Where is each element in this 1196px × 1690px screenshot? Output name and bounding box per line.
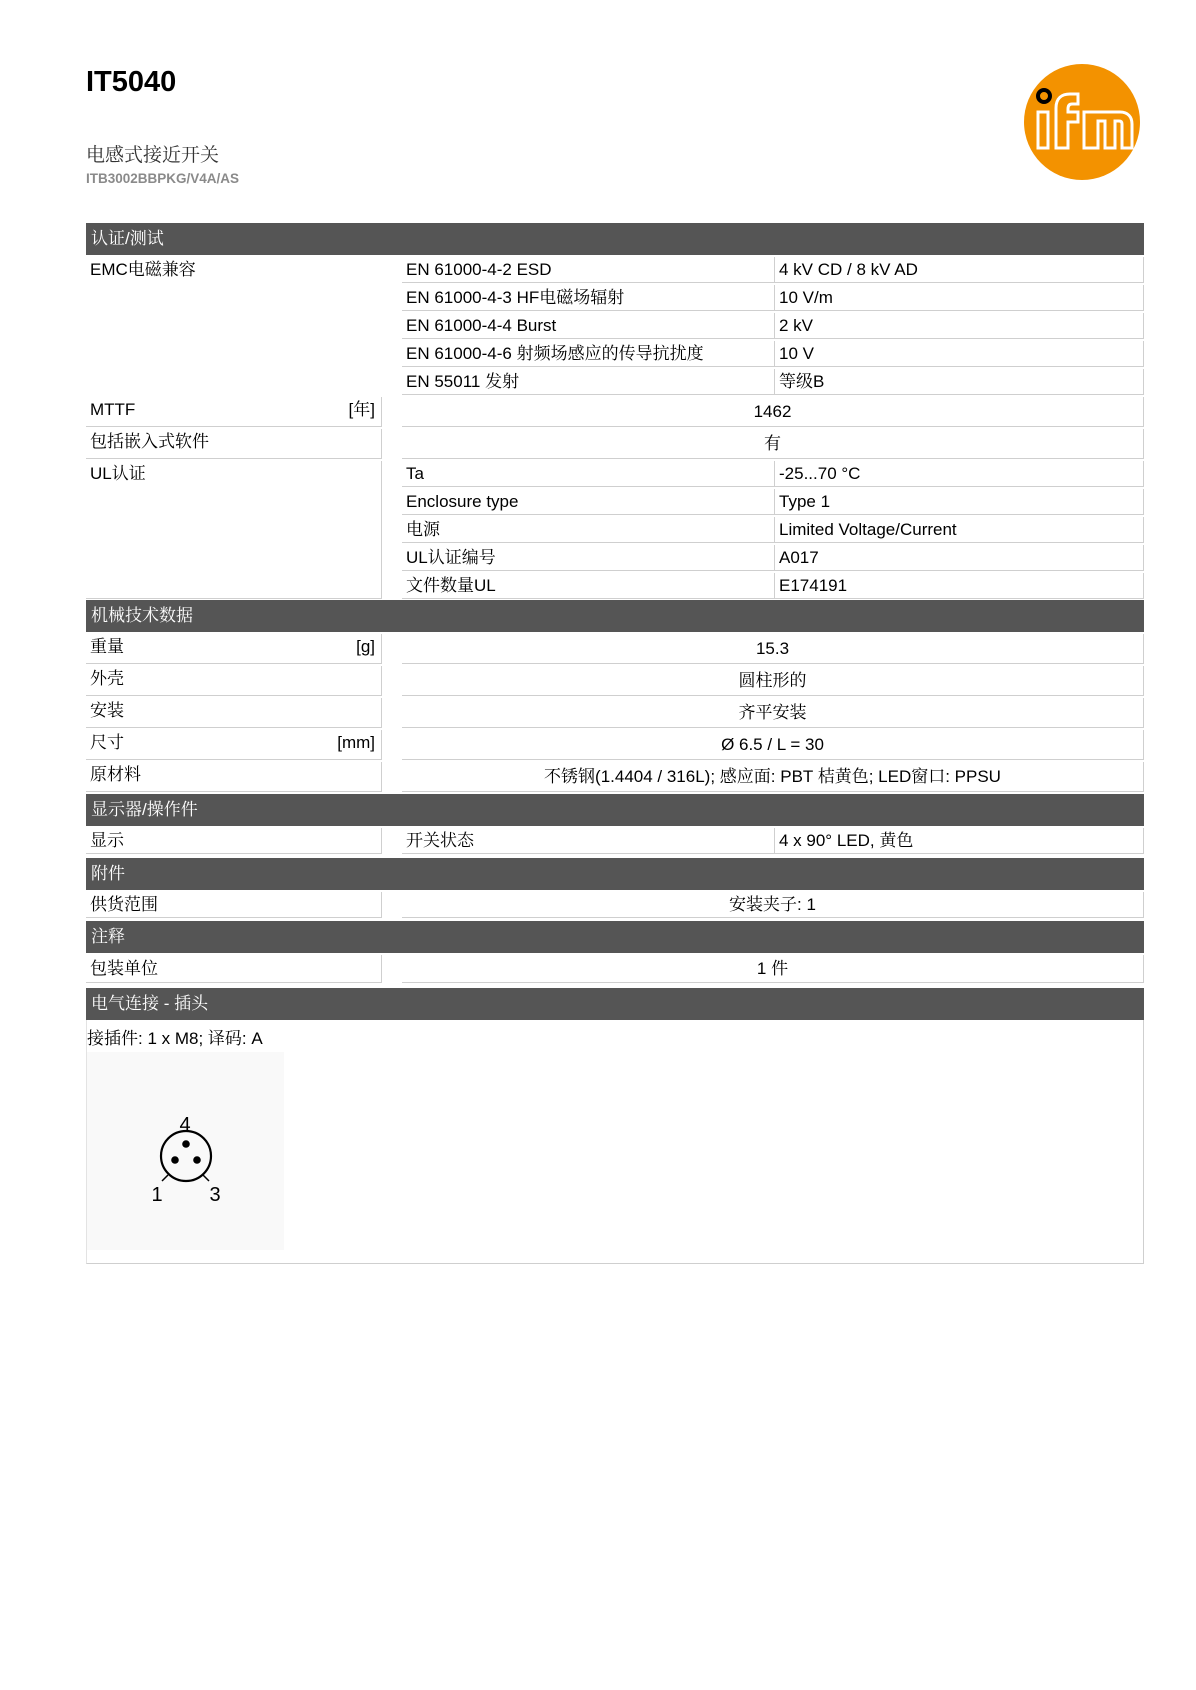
mech-unit: [g] [356, 637, 375, 656]
section-header: 机械技术数据 [86, 600, 1144, 632]
mech-value: 齐平安装 [402, 698, 1144, 728]
row-label: UL认证 [86, 461, 382, 599]
ul-subrow [86, 545, 1144, 571]
mech-unit: [mm] [337, 733, 375, 752]
emc-test-value: 2 kV [775, 313, 1144, 339]
pin-dot [193, 1156, 201, 1164]
table-row [86, 666, 1144, 696]
pin-dot [182, 1140, 190, 1148]
packaging-value: 1 件 [402, 955, 1144, 983]
ul-subrow [86, 573, 1144, 599]
row-label: EMC电磁兼容 [90, 260, 196, 279]
connector-outline [161, 1131, 211, 1181]
accessory-value: 安装夹子: 1 [402, 892, 1144, 918]
section-header: 认证/测试 [86, 223, 1144, 255]
row-label [86, 397, 382, 427]
table-row [86, 828, 1144, 854]
ul-key: 电源 [402, 517, 775, 543]
emc-subrow [86, 257, 1144, 283]
section-mechanical [86, 600, 1144, 786]
pin-leader [203, 1175, 209, 1181]
section-accessories [86, 858, 1144, 914]
ul-value: Limited Voltage/Current [775, 517, 1144, 543]
mech-value: 不锈钢(1.4404 / 316L); 感应面: PBT 桔黄色; LED窗口: PPSU [402, 762, 1144, 792]
emc-test-name: EN 61000-4-3 HF电磁场辐射 [402, 285, 775, 311]
mttf-row [86, 397, 1144, 427]
row-label: 包装单位 [86, 955, 382, 983]
mech-label: 原材料 [90, 765, 141, 784]
ul-subrow [86, 489, 1144, 515]
table-row [86, 955, 1144, 983]
product-code: ITB3002BBPKG/V4A/AS [86, 171, 240, 186]
mech-value: Ø 6.5 / L = 30 [402, 730, 1144, 760]
ul-key: Ta [402, 461, 775, 487]
row-label [86, 698, 382, 728]
mttf-unit: [年] [348, 400, 375, 419]
table-row [86, 634, 1144, 664]
table-row [86, 698, 1144, 728]
emc-subrow [86, 341, 1144, 367]
display-value: 4 x 90° LED, 黄色 [775, 828, 1144, 854]
row-label [86, 762, 382, 792]
table-row [86, 892, 1144, 918]
software-row [86, 429, 1144, 459]
mech-value: 圆柱形的 [402, 666, 1144, 696]
mech-label: 外壳 [90, 669, 124, 688]
ul-key: 文件数量UL [402, 573, 775, 599]
emc-test-value: 等级B [775, 369, 1144, 395]
ul-value: A017 [775, 545, 1144, 571]
emc-test-value: 4 kV CD / 8 kV AD [775, 257, 1144, 283]
row-label [86, 666, 382, 696]
connection-box [86, 1020, 1144, 1264]
pin-label-right: 3 [209, 1184, 221, 1206]
mttf-value: 1462 [402, 397, 1144, 427]
row-label: 包括嵌入式软件 [86, 429, 382, 459]
section-header: 附件 [86, 858, 1144, 890]
mech-label: 尺寸 [90, 733, 124, 752]
ul-key: Enclosure type [402, 489, 775, 515]
pin-dot [171, 1156, 179, 1164]
table-row [86, 762, 1144, 792]
section-connection [86, 988, 1144, 1020]
section-header: 电气连接 - 插头 [86, 988, 1144, 1020]
row-label [86, 730, 382, 760]
pin-leader [162, 1175, 168, 1181]
emc-subrow [86, 285, 1144, 311]
section-display [86, 794, 1144, 850]
mttf-label: MTTF [90, 400, 136, 419]
emc-test-name: EN 55011 发射 [402, 369, 775, 395]
emc-test-name: EN 61000-4-6 射频场感应的传导抗扰度 [402, 341, 775, 367]
table-row [86, 730, 1144, 760]
emc-subrow [86, 313, 1144, 339]
section-header: 显示器/操作件 [86, 794, 1144, 826]
row-label: 供货范围 [86, 892, 382, 918]
ul-subrow [86, 517, 1144, 543]
emc-test-name: EN 61000-4-2 ESD [402, 257, 775, 283]
emc-test-value: 10 V/m [775, 285, 1144, 311]
mech-value: 15.3 [402, 634, 1144, 664]
connector-description: 接插件: 1 x M8; 译码: A [87, 1029, 263, 1048]
ul-key: UL认证编号 [402, 545, 775, 571]
product-title: IT5040 [86, 66, 177, 98]
pinout-svg [87, 1052, 284, 1250]
section-notes [86, 921, 1144, 978]
mech-label: 安装 [90, 701, 124, 720]
ul-subrow [86, 461, 1144, 487]
ul-value: -25...70 °C [775, 461, 1144, 487]
emc-test-value: 10 V [775, 341, 1144, 367]
pin-label-left: 1 [151, 1184, 163, 1206]
product-subtitle: 电感式接近开关 [86, 145, 220, 166]
emc-test-name: EN 61000-4-4 Burst [402, 313, 775, 339]
software-value: 有 [402, 429, 1144, 459]
connector-pinout-diagram [87, 1052, 284, 1250]
ul-value: E174191 [775, 573, 1144, 599]
ifm-logo [1022, 62, 1142, 182]
ul-value: Type 1 [775, 489, 1144, 515]
pin-label-top: 4 [179, 1114, 191, 1136]
row-label [86, 634, 382, 664]
section-header: 注释 [86, 921, 1144, 953]
row-label: 显示 [86, 828, 382, 854]
mech-label: 重量 [90, 637, 124, 656]
section-certification [86, 223, 1144, 595]
display-key: 开关状态 [402, 828, 775, 854]
emc-subrow [86, 369, 1144, 395]
